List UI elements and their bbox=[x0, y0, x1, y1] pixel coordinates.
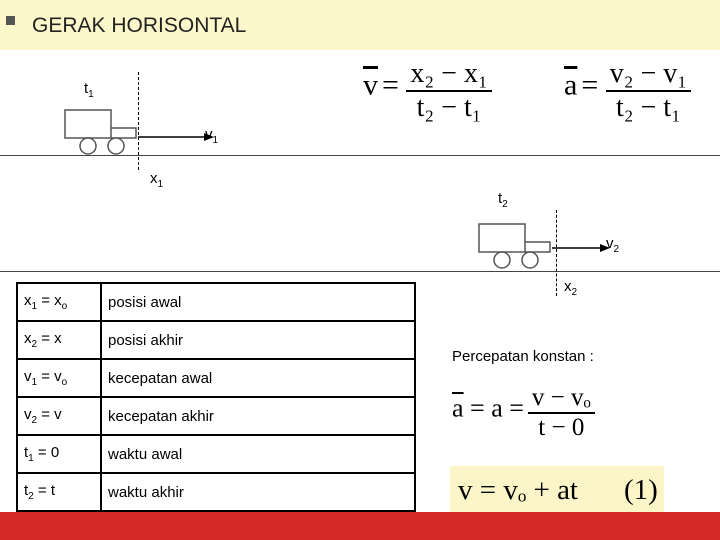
description-cell: kecepatan awal bbox=[101, 359, 415, 397]
final-formula: v = vₒ + at bbox=[458, 474, 578, 506]
slide-header bbox=[0, 0, 720, 50]
table-row bbox=[17, 397, 415, 435]
equation-number: (1) bbox=[624, 474, 658, 506]
table-row bbox=[17, 359, 415, 397]
symbol-cell: $x_1 = x_o$ bbox=[17, 283, 101, 321]
symbol-cell: $t_1 = 0$ bbox=[17, 435, 101, 473]
final-formula-box bbox=[450, 466, 664, 518]
velocity-formula: $\overline{v}$ = $\frac{\text{x₂ − x₁}}{\text{t₂ − t₁}}$ bbox=[363, 58, 492, 124]
table-row bbox=[17, 283, 415, 321]
description-cell: waktu akhir bbox=[101, 473, 415, 511]
symbol-cell: $v_2 = v$ bbox=[17, 397, 101, 435]
road-line-2 bbox=[0, 271, 720, 272]
table-row bbox=[17, 473, 415, 511]
acceleration-formula: $\overline{a}$ = $\frac{\text{v₂ − v₁}}{\text{t₂ − t₁}}$ bbox=[564, 58, 691, 124]
label-x1: $x_1$ bbox=[150, 170, 164, 190]
slide-title: GERAK HORISONTAL bbox=[32, 14, 247, 37]
label-v1: $v_1$ bbox=[205, 126, 219, 146]
truck-icon-2 bbox=[478, 220, 618, 276]
constant-acceleration-label: Percepatan konstan : bbox=[452, 348, 594, 365]
constant-acceleration-formula: $\overline{a} = a$ = $\frac{\text{v − vₒ}}{t - 0}$ bbox=[452, 384, 595, 442]
symbol-cell: $t_2 = t$ bbox=[17, 473, 101, 511]
truck-icon bbox=[64, 100, 224, 158]
bullet-icon bbox=[6, 16, 15, 25]
symbol-cell: $v_1 = v_o$ bbox=[17, 359, 101, 397]
table-row bbox=[17, 435, 415, 473]
description-cell: kecepatan akhir bbox=[101, 397, 415, 435]
label-t2: $t_2$ bbox=[498, 190, 508, 210]
bottom-bar bbox=[0, 512, 720, 540]
table-row bbox=[17, 321, 415, 359]
label-t1: $t_1$ bbox=[84, 80, 94, 100]
road-line-1 bbox=[0, 155, 720, 156]
label-x2: $x_2$ bbox=[564, 278, 578, 298]
description-cell: waktu awal bbox=[101, 435, 415, 473]
description-cell: posisi awal bbox=[101, 283, 415, 321]
definitions-table bbox=[16, 282, 416, 512]
description-cell: posisi akhir bbox=[101, 321, 415, 359]
symbol-cell: $x_2 = x$ bbox=[17, 321, 101, 359]
label-v2: $v_2$ bbox=[606, 235, 620, 255]
